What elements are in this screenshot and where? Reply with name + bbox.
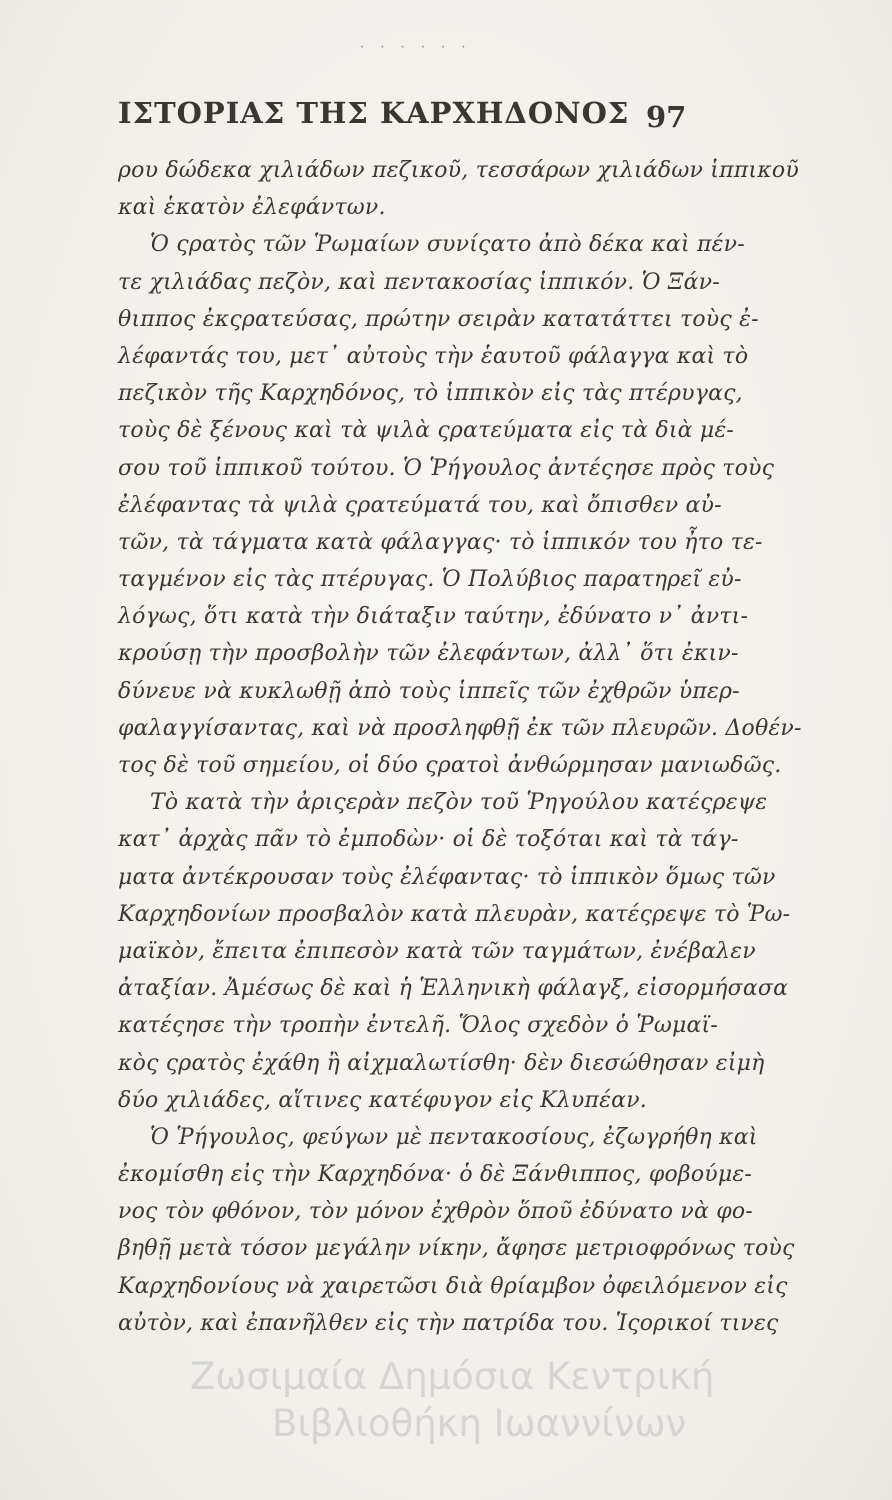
text-line: φαλαγγίσαντας, καὶ νὰ προσληφθῇ ἐκ τῶν πλευρῶν. Δοθέν- (118, 715, 802, 741)
text-line: τος δὲ τοῦ σημείου, οἱ δύο ςρατοὶ ἀνθώρμησαν μανιωδῶς. (118, 753, 782, 778)
text-line: κρούσῃ τὴν προσβολὴν τῶν ἐλεφάντων, ἀλλ᾽ ὅτι ἐκιν- (118, 641, 739, 667)
text-line: σου τοῦ ἱππικοῦ τούτου. Ὁ Ῥήγουλος ἀντέςησε πρὸς τοὺς (118, 455, 775, 481)
running-head (118, 96, 718, 140)
text-line: καὶ ἑκατὸν ἐλεφάντων. (118, 195, 386, 221)
text-line: λόγως, ὅτι κατὰ τὴν διάταξιν ταύτην, ἐδύνατο ν᾽ ἀντι- (118, 604, 749, 630)
text-line: τῶν, τὰ τάγματα κατὰ φάλαγγας· τὸ ἱππικόν του ἦτο τε- (118, 529, 763, 555)
text-line: δύνευε νὰ κυκλωθῇ ἀπὸ τοὺς ἱππεῖς τῶν ἐχθρῶν ὑπερ- (118, 678, 740, 704)
watermark-line-1: Ζωσιμαία Δημόσια Κεντρική (190, 1355, 715, 1398)
watermark-line-2: Βιβλιοθήκη Ιωαννίνων (272, 1402, 687, 1445)
running-title: ΙΣΤΟΡΙΑΣ ΤΗΣ ΚΑΡΧΗΔΟΝΟΣ (118, 96, 630, 130)
text-line: Ὁ ςρατὸς τῶν Ῥωμαίων συνίςατο ἀπὸ δέκα καὶ πέν- (150, 232, 745, 258)
text-line: τοὺς δὲ ξένους καὶ τὰ ψιλὰ ςρατεύματα εἰς τὰ διὰ μέ- (118, 418, 735, 444)
text-line: θιππος ἐκςρατεύσας, πρώτην σειρὰν κατατάττει τοὺς ἐ- (118, 306, 759, 332)
text-line: Τὸ κατὰ τὴν ἀριςερὰν πεζὸν τοῦ Ῥηγούλου κατέςρεψε (150, 790, 768, 816)
text-line: ματα ἀντέκρουσαν τοὺς ἐλέφαντας· τὸ ἱππικὸν ὅμως τῶν (118, 864, 776, 890)
text-line: κὸς ςρατὸς ἐχάθη ἢ αἰχμαλωτίσθη· δὲν διεσώθησαν εἰμὴ (118, 1050, 765, 1076)
text-line: βηθῇ μετὰ τόσον μεγάλην νίκην, ἄφησε μετριοφρόνως τοὺς (118, 1236, 795, 1262)
text-line: πεζικὸν τῆς Καρχηδόνος, τὸ ἱππικὸν εἰς τὰς πτέρυγας, (118, 381, 743, 407)
text-line: ἐκομίσθη εἰς τὴν Καρχηδόνα· ὁ δὲ Ξάνθιππος, φοβούμε- (118, 1162, 753, 1188)
text-line: δύο χιλιάδες, αἵτινες κατέφυγον εἰς Κλυπέαν. (118, 1087, 647, 1113)
text-line: νος τὸν φθόνον, τὸν μόνον ἐχθρὸν ὅποῦ ἐδύνατο νὰ φο- (118, 1199, 753, 1225)
text-line: κατ᾽ ἀρχὰς πᾶν τὸ ἐμποδὼν· οἱ δὲ τοξόται καὶ τὰ τάγ- (118, 827, 739, 853)
text-line: αὐτὸν, καὶ ἐπανῆλθεν εἰς τὴν πατρίδα του. Ἱςορικοί τινες (118, 1310, 779, 1336)
text-line: λέφαντάς του, μετ᾽ αὐτοὺς τὴν ἑαυτοῦ φάλαγγα καὶ τὸ (118, 343, 749, 369)
text-line: κατέςησε τὴν τροπὴν ἐντελῆ. Ὅλος σχεδὸν ὁ Ῥωμαϊ- (118, 1013, 719, 1039)
page-number: 97 (646, 100, 687, 134)
page-ornament: · · · · · · (360, 40, 472, 55)
text-line: ἀταξίαν. Ἀμέσως δὲ καὶ ἡ Ἑλληνικὴ φάλαγξ, εἰσορμήσασα (118, 976, 789, 1002)
text-line: Καρχηδονίους νὰ χαιρετῶσι διὰ θρίαμβον ὀφειλόμενον εἰς (118, 1273, 788, 1299)
text-line: ταγμένον εἰς τὰς πτέρυγας. Ὁ Πολύβιος παρατηρεῖ εὐ- (118, 567, 742, 593)
text-line: ρου δώδεκα χιλιάδων πεζικοῦ, τεσσάρων χιλιάδων ἱππικοῦ (118, 158, 799, 183)
text-line: τε χιλιάδας πεζὸν, καὶ πεντακοσίας ἱππικόν. Ὁ Ξάν- (118, 269, 720, 295)
text-line: μαϊκὸν, ἔπειτα ἐπιπεσὸν κατὰ τῶν ταγμάτων, ἐνέβαλεν (118, 938, 756, 964)
text-line: Ὁ Ῥήγουλος, φεύγων μὲ πεντακοσίους, ἐζωγρήθη καὶ (150, 1124, 758, 1150)
text-line: Καρχηδονίων προσβαλὸν κατὰ πλευρὰν, κατέςρεψε τὸ Ῥω- (118, 901, 791, 927)
text-line: ἐλέφαντας τὰ ψιλὰ ςρατεύματά του, καὶ ὄπισθεν αὐ- (118, 492, 722, 518)
body-text (118, 152, 802, 1342)
